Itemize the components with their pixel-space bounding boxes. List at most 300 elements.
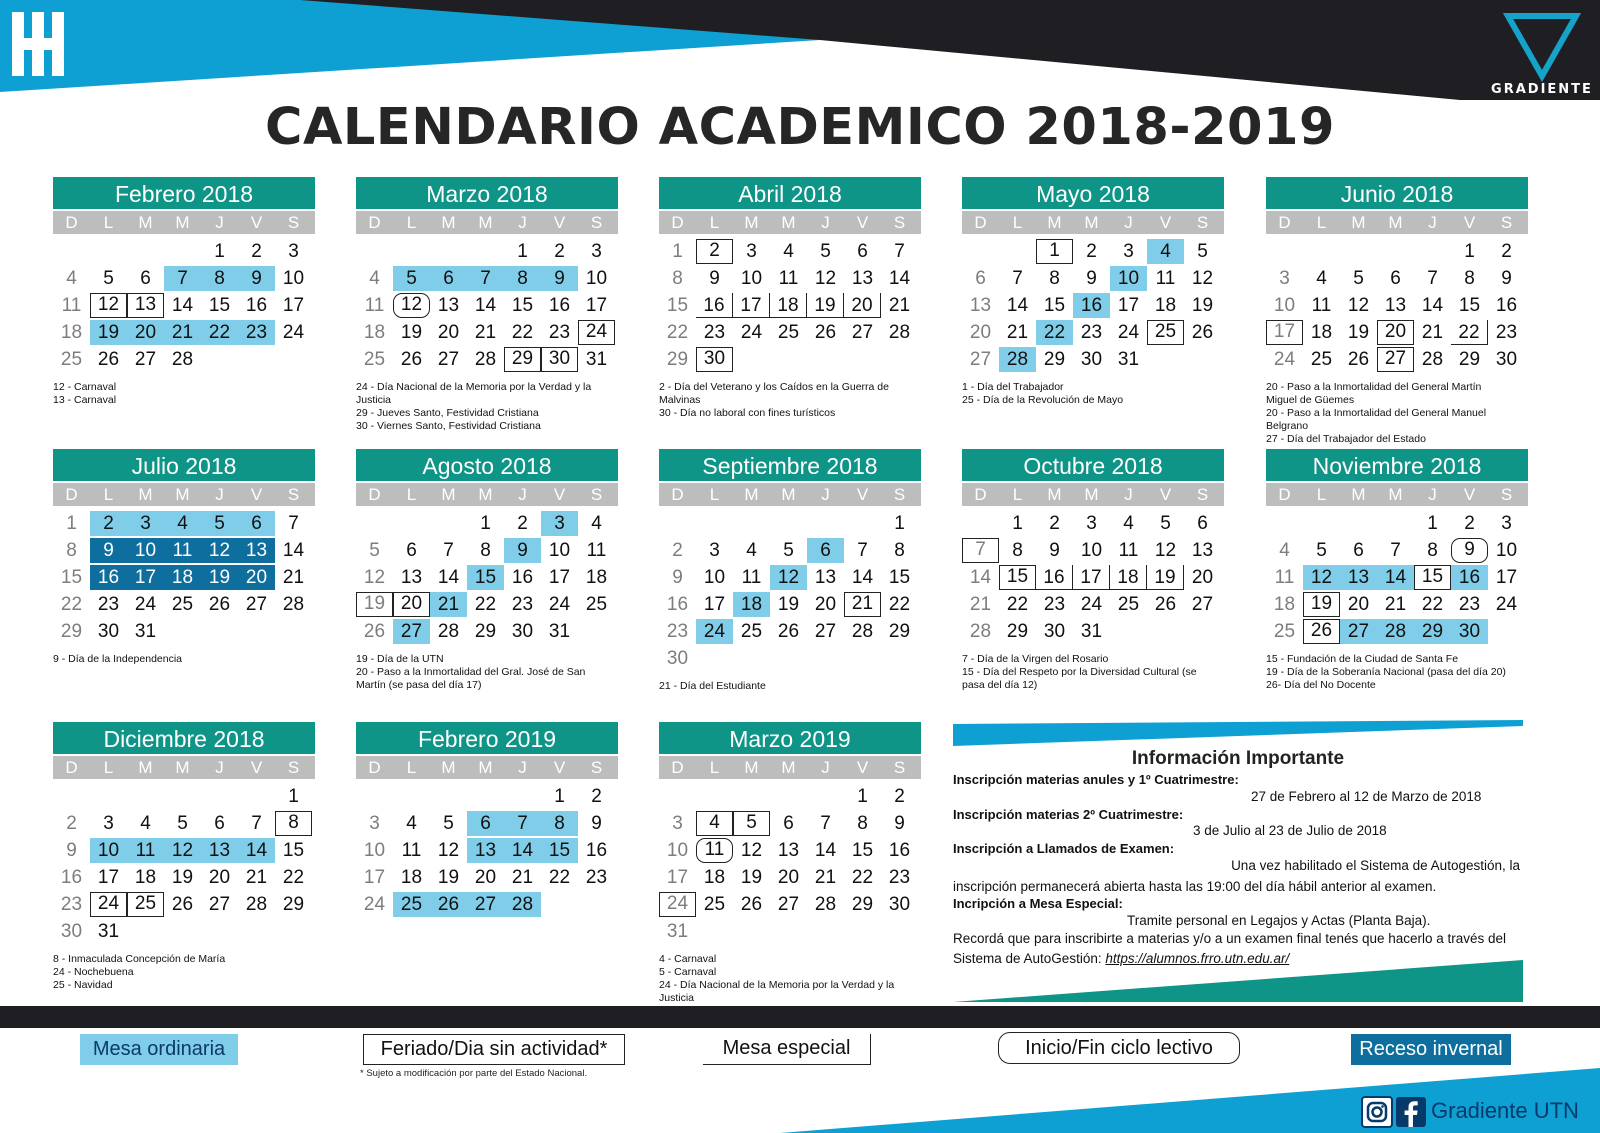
- day-cell: 1: [554, 786, 565, 807]
- day-cell: 26: [814, 322, 837, 343]
- empty-day: [1488, 619, 1525, 644]
- day-cell: 26: [400, 349, 423, 370]
- empty-day: [393, 511, 430, 536]
- day-cell: 28: [437, 621, 460, 642]
- month-notes: [659, 381, 921, 420]
- month-calendar: [356, 722, 618, 926]
- holiday-note: 25 - Día de la Revolución de Mayo: [962, 394, 1124, 406]
- holiday-note: 7 - Día de la Virgen del Rosario: [962, 653, 1109, 665]
- day-cell: 18: [1273, 594, 1296, 615]
- holiday-note: 1 - Día del Trabajador: [962, 381, 1064, 393]
- day-cell: 5: [369, 540, 380, 561]
- empty-day: [201, 347, 238, 372]
- weekday-label: V: [553, 213, 566, 232]
- day-cell: 30: [511, 621, 534, 642]
- day-cell: 25: [1147, 320, 1184, 345]
- gradiente-label: GRADIENTE: [1491, 82, 1593, 97]
- empty-day: [733, 919, 770, 944]
- weekday-label: S: [893, 213, 906, 232]
- week-row: [53, 891, 315, 918]
- empty-day: [1303, 511, 1340, 536]
- day-cell: 23: [585, 867, 608, 888]
- day-cell: 15: [851, 840, 874, 861]
- empty-day: [275, 619, 312, 644]
- day-cell: 1: [1036, 239, 1073, 264]
- day-cell: 17: [1266, 320, 1303, 345]
- day-cell: 18: [134, 867, 157, 888]
- weekday-label: M: [744, 213, 759, 232]
- week-row: [1266, 591, 1528, 618]
- weekday-label: M: [744, 758, 759, 777]
- day-cell: 9: [504, 538, 541, 563]
- day-cell: 11: [1311, 295, 1332, 316]
- month-calendar: [962, 449, 1224, 692]
- month-title: Septiembre 2018: [659, 449, 921, 481]
- day-cell: 28: [1377, 619, 1414, 644]
- holiday-note: 5 - Carnaval: [659, 966, 717, 978]
- day-cell: 21: [245, 867, 268, 888]
- week-row: [659, 837, 921, 864]
- holiday-note: 19 - Día de la Soberanía Nacional (pasa del día 20): [1266, 666, 1506, 678]
- empty-day: [238, 619, 275, 644]
- day-cell: 12: [393, 293, 430, 318]
- week-row: [356, 265, 618, 292]
- day-cell: 4: [591, 513, 602, 534]
- weekday-label: M: [1047, 213, 1062, 232]
- day-cell: 2: [1049, 513, 1060, 534]
- weekday-label: M: [478, 758, 493, 777]
- day-cell: 25: [393, 892, 430, 917]
- footer-background: [0, 1006, 1600, 1133]
- holiday-note: 30 - Día no laboral con fines turísticos: [659, 407, 836, 419]
- day-cell: 17: [1073, 565, 1110, 590]
- day-cell: 3: [591, 241, 602, 262]
- day-cell: 15: [467, 565, 504, 590]
- day-cell: 16: [1073, 293, 1110, 318]
- day-cell: 5: [201, 511, 238, 536]
- weekday-label: J: [821, 758, 830, 777]
- weekday-label: S: [1500, 213, 1513, 232]
- day-cell: 6: [975, 268, 986, 289]
- week-row: [1266, 292, 1528, 319]
- day-cell: 7: [962, 538, 999, 563]
- day-cell: 29: [282, 894, 305, 915]
- day-cell: 29: [60, 621, 83, 642]
- holiday-note: 9 - Día de la Independencia: [53, 653, 183, 665]
- day-cell: 18: [60, 322, 83, 343]
- day-cell: 12: [770, 565, 807, 590]
- weekday-label: M: [781, 485, 796, 504]
- day-cell: 21: [844, 592, 881, 617]
- day-cell: 27: [245, 594, 268, 615]
- week-row: [356, 319, 618, 346]
- week-row: [356, 537, 618, 564]
- day-cell: 14: [474, 295, 497, 316]
- month-calendar: [659, 449, 921, 693]
- day-cell: 12: [1154, 540, 1177, 561]
- weekday-label: D: [65, 485, 78, 504]
- day-cell: 24: [90, 892, 127, 917]
- autogestion-link[interactable]: https://alumnos.frro.utn.edu.ar/: [1105, 951, 1290, 966]
- week-row: [53, 618, 315, 645]
- empty-day: [844, 511, 881, 536]
- day-cell: 1: [214, 241, 225, 262]
- week-row: [53, 564, 315, 591]
- day-cell: 9: [1086, 268, 1097, 289]
- empty-day: [1110, 619, 1147, 644]
- day-cell: 6: [430, 266, 467, 291]
- empty-day: [733, 347, 770, 372]
- day-cell: 14: [238, 838, 275, 863]
- day-cell: 5: [177, 813, 188, 834]
- day-cell: 24: [696, 619, 733, 644]
- day-cell: 9: [238, 266, 275, 291]
- day-cell: 5: [783, 540, 794, 561]
- week-row: [659, 510, 921, 537]
- empty-day: [807, 784, 844, 809]
- day-cell: 21: [1006, 322, 1029, 343]
- day-cell: 17: [585, 295, 608, 316]
- weekday-label: M: [478, 213, 493, 232]
- weekday-label: M: [1388, 213, 1403, 232]
- day-cell: 2: [672, 540, 683, 561]
- day-cell: 24: [740, 322, 763, 343]
- week-row: [53, 918, 315, 945]
- weekday-label: M: [1047, 485, 1062, 504]
- day-cell: 18: [164, 565, 201, 590]
- day-cell: 30: [666, 648, 689, 669]
- holiday-note: 29 - Jueves Santo, Festividad Cristiana: [356, 407, 539, 419]
- day-cell: 6: [406, 540, 417, 561]
- day-cell: 8: [541, 811, 578, 836]
- day-cell: 4: [140, 813, 151, 834]
- weekday-label: L: [103, 485, 114, 504]
- holiday-note: 21 - Día del Estudiante: [659, 680, 766, 692]
- day-cell: 27: [467, 892, 504, 917]
- day-cell: 29: [888, 621, 911, 642]
- day-cell: 23: [60, 894, 83, 915]
- month-notes: [962, 381, 1224, 407]
- week-row: [962, 265, 1224, 292]
- day-cell: 14: [888, 268, 911, 289]
- weekday-label: S: [287, 758, 300, 777]
- month-notes: [356, 381, 618, 433]
- week-row: [1266, 510, 1528, 537]
- weekday-label: V: [250, 213, 263, 232]
- day-cell: 13: [1340, 565, 1377, 590]
- day-cell: 14: [1421, 295, 1444, 316]
- week-row: [962, 564, 1224, 591]
- day-cell: 28: [474, 349, 497, 370]
- month-calendar: [53, 722, 315, 992]
- weekday-label: L: [406, 213, 417, 232]
- day-cell: 28: [851, 621, 874, 642]
- day-cell: 8: [201, 266, 238, 291]
- day-cell: 19: [1191, 295, 1214, 316]
- info-value-examen-2: inscripción permanecerá abierta hasta las 19:00 del día hábil anterior al examen.: [953, 879, 1437, 894]
- empty-day: [999, 239, 1036, 264]
- weekday-label: D: [974, 213, 987, 232]
- day-cell: 24: [1117, 322, 1140, 343]
- day-cell: 27: [1377, 347, 1414, 372]
- empty-day: [201, 784, 238, 809]
- day-cell: 20: [127, 320, 164, 345]
- day-cell: 9: [672, 567, 683, 588]
- empty-day: [164, 784, 201, 809]
- weekday-label: J: [821, 213, 830, 232]
- day-cell: 19: [356, 592, 393, 617]
- day-cell: 31: [585, 349, 608, 370]
- empty-day: [127, 919, 164, 944]
- empty-day: [844, 919, 881, 944]
- day-cell: 22: [511, 322, 534, 343]
- week-row: [962, 510, 1224, 537]
- day-cell: 22: [1421, 594, 1444, 615]
- day-cell: 20: [777, 867, 800, 888]
- week-row: [962, 238, 1224, 265]
- day-cell: 2: [251, 241, 262, 262]
- week-row: [659, 918, 921, 945]
- weekday-header: [1266, 211, 1528, 234]
- weekday-label: V: [1159, 485, 1172, 504]
- month-title: Junio 2018: [1266, 177, 1528, 209]
- day-cell: 13: [400, 567, 423, 588]
- day-cell: 20: [814, 594, 837, 615]
- day-cell: 25: [363, 349, 386, 370]
- holiday-note: 12 - Carnaval: [53, 381, 117, 393]
- holiday-note: 30 - Viernes Santo, Festividad Cristiana: [356, 420, 541, 432]
- day-cell: 17: [733, 293, 770, 318]
- week-row: [962, 591, 1224, 618]
- empty-day: [807, 646, 844, 671]
- day-cell: 16: [1451, 565, 1488, 590]
- day-cell: 6: [807, 538, 844, 563]
- day-cell: 9: [1501, 268, 1512, 289]
- week-row: [659, 645, 921, 672]
- empty-day: [659, 511, 696, 536]
- day-cell: 15: [1458, 295, 1481, 316]
- day-cell: 7: [1390, 540, 1401, 561]
- day-cell: 21: [814, 867, 837, 888]
- day-cell: 7: [164, 266, 201, 291]
- weekday-header: [659, 483, 921, 506]
- day-cell: 14: [1006, 295, 1029, 316]
- day-cell: 24: [1273, 349, 1296, 370]
- day-cell: 4: [746, 540, 757, 561]
- day-cell: 30: [541, 347, 578, 372]
- day-cell: 26: [740, 894, 763, 915]
- info-bottom-band: [953, 960, 1523, 1002]
- facebook-icon[interactable]: [1395, 1096, 1427, 1128]
- weekday-label: S: [590, 485, 603, 504]
- day-cell: 22: [1006, 594, 1029, 615]
- day-cell: 11: [401, 840, 422, 861]
- weekday-label: S: [590, 758, 603, 777]
- day-cell: 8: [857, 813, 868, 834]
- weekday-label: S: [1196, 213, 1209, 232]
- empty-day: [807, 919, 844, 944]
- month-calendar: [356, 177, 618, 433]
- day-cell: 17: [548, 567, 571, 588]
- empty-day: [201, 919, 238, 944]
- weekday-label: M: [1084, 485, 1099, 504]
- instagram-icon[interactable]: [1361, 1096, 1393, 1128]
- week-row: [1266, 238, 1528, 265]
- weekday-header: [53, 211, 315, 234]
- month-title: Abril 2018: [659, 177, 921, 209]
- holiday-note: 26- Día del No Docente: [1266, 679, 1376, 691]
- day-cell: 2: [517, 513, 528, 534]
- day-cell: 5: [733, 811, 770, 836]
- day-cell: 19: [1147, 565, 1184, 590]
- day-cell: 30: [60, 921, 83, 942]
- day-cell: 23: [703, 322, 726, 343]
- day-cell: 3: [288, 241, 299, 262]
- info-top-band: [953, 720, 1523, 748]
- day-cell: 25: [777, 322, 800, 343]
- day-cell: 3: [1279, 268, 1290, 289]
- day-cell: 15: [60, 567, 83, 588]
- weekday-label: M: [1084, 213, 1099, 232]
- weekday-label: J: [1124, 485, 1133, 504]
- day-cell: 7: [894, 241, 905, 262]
- empty-day: [1377, 239, 1414, 264]
- day-cell: 1: [288, 786, 299, 807]
- day-cell: 27: [208, 894, 231, 915]
- empty-day: [696, 919, 733, 944]
- weekday-label: J: [518, 485, 527, 504]
- week-row: [53, 537, 315, 564]
- day-cell: 15: [999, 565, 1036, 590]
- empty-day: [733, 511, 770, 536]
- empty-day: [578, 892, 615, 917]
- week-row: [356, 618, 618, 645]
- day-cell: 4: [406, 813, 417, 834]
- day-cell: 7: [820, 813, 831, 834]
- day-cell: 19: [740, 867, 763, 888]
- day-cell: 3: [1123, 241, 1134, 262]
- day-cell: 1: [894, 513, 905, 534]
- day-cell: 13: [851, 268, 874, 289]
- empty-day: [356, 784, 393, 809]
- day-cell: 14: [437, 567, 460, 588]
- weekday-label: L: [709, 758, 720, 777]
- day-cell: 14: [282, 540, 305, 561]
- weekday-label: L: [1012, 485, 1023, 504]
- day-cell: 16: [90, 565, 127, 590]
- empty-day: [467, 784, 504, 809]
- month-title: Febrero 2019: [356, 722, 618, 754]
- day-cell: 23: [1043, 594, 1066, 615]
- weekday-label: D: [368, 485, 381, 504]
- weekday-label: V: [856, 485, 869, 504]
- week-row: [659, 810, 921, 837]
- day-cell: 17: [1495, 567, 1518, 588]
- day-cell: 28: [969, 621, 992, 642]
- day-cell: 13: [1191, 540, 1214, 561]
- day-cell: 22: [1451, 320, 1488, 345]
- day-cell: 6: [238, 511, 275, 536]
- day-cell: 27: [777, 894, 800, 915]
- day-cell: 10: [703, 567, 726, 588]
- day-cell: 26: [430, 892, 467, 917]
- day-cell: 1: [66, 513, 77, 534]
- week-row: [962, 346, 1224, 373]
- day-cell: 27: [134, 349, 157, 370]
- day-cell: 3: [1086, 513, 1097, 534]
- day-cell: 5: [1160, 513, 1171, 534]
- day-cell: 7: [857, 540, 868, 561]
- weekday-label: L: [1316, 485, 1327, 504]
- day-cell: 21: [1421, 322, 1444, 343]
- day-cell: 16: [60, 867, 83, 888]
- legend-inicio-fin: Inicio/Fin ciclo lectivo: [998, 1032, 1240, 1064]
- weekday-label: L: [406, 485, 417, 504]
- day-cell: 28: [999, 347, 1036, 372]
- empty-day: [164, 619, 201, 644]
- day-cell: 18: [770, 293, 807, 318]
- weekday-label: M: [138, 758, 153, 777]
- empty-day: [504, 784, 541, 809]
- day-cell: 25: [740, 621, 763, 642]
- weekday-label: S: [287, 485, 300, 504]
- info-value-inscripcion-2c: 3 de Julio al 23 de Julio de 2018: [1193, 823, 1387, 838]
- week-row: [356, 238, 618, 265]
- holiday-note: Justicia: [659, 992, 695, 1004]
- day-cell: 4: [1147, 239, 1184, 264]
- day-cell: 10: [1495, 540, 1518, 561]
- day-cell: 21: [1384, 594, 1407, 615]
- month-title: Diciembre 2018: [53, 722, 315, 754]
- day-cell: 5: [1316, 540, 1327, 561]
- weekday-label: V: [250, 485, 263, 504]
- day-cell: 22: [282, 867, 305, 888]
- legend-footnote: * Sujeto a modificación por parte del Estado Nacional.: [360, 1068, 588, 1079]
- day-cell: 20: [969, 322, 992, 343]
- empty-day: [393, 239, 430, 264]
- weekday-label: D: [671, 485, 684, 504]
- day-cell: 4: [1279, 540, 1290, 561]
- day-cell: 4: [164, 511, 201, 536]
- empty-day: [90, 239, 127, 264]
- day-cell: 4: [369, 268, 380, 289]
- month-notes: [962, 653, 1224, 692]
- day-cell: 8: [672, 268, 683, 289]
- day-cell: 11: [1118, 540, 1139, 561]
- month-title: Marzo 2019: [659, 722, 921, 754]
- day-cell: 11: [364, 295, 385, 316]
- month-title: Julio 2018: [53, 449, 315, 481]
- day-cell: 9: [1451, 538, 1488, 563]
- day-cell: 20: [238, 565, 275, 590]
- week-row: [1266, 564, 1528, 591]
- day-cell: 28: [888, 322, 911, 343]
- day-cell: 11: [586, 540, 607, 561]
- day-cell: 1: [857, 786, 868, 807]
- day-cell: 13: [238, 538, 275, 563]
- day-cell: 9: [1049, 540, 1060, 561]
- empty-day: [844, 347, 881, 372]
- empty-day: [770, 784, 807, 809]
- month-notes: [1266, 381, 1528, 446]
- header-banner: [0, 0, 1600, 100]
- week-row: [1266, 319, 1528, 346]
- day-cell: 26: [777, 621, 800, 642]
- day-cell: 8: [275, 811, 312, 836]
- empty-day: [881, 347, 918, 372]
- holiday-note: Justicia: [356, 394, 392, 406]
- day-cell: 23: [888, 867, 911, 888]
